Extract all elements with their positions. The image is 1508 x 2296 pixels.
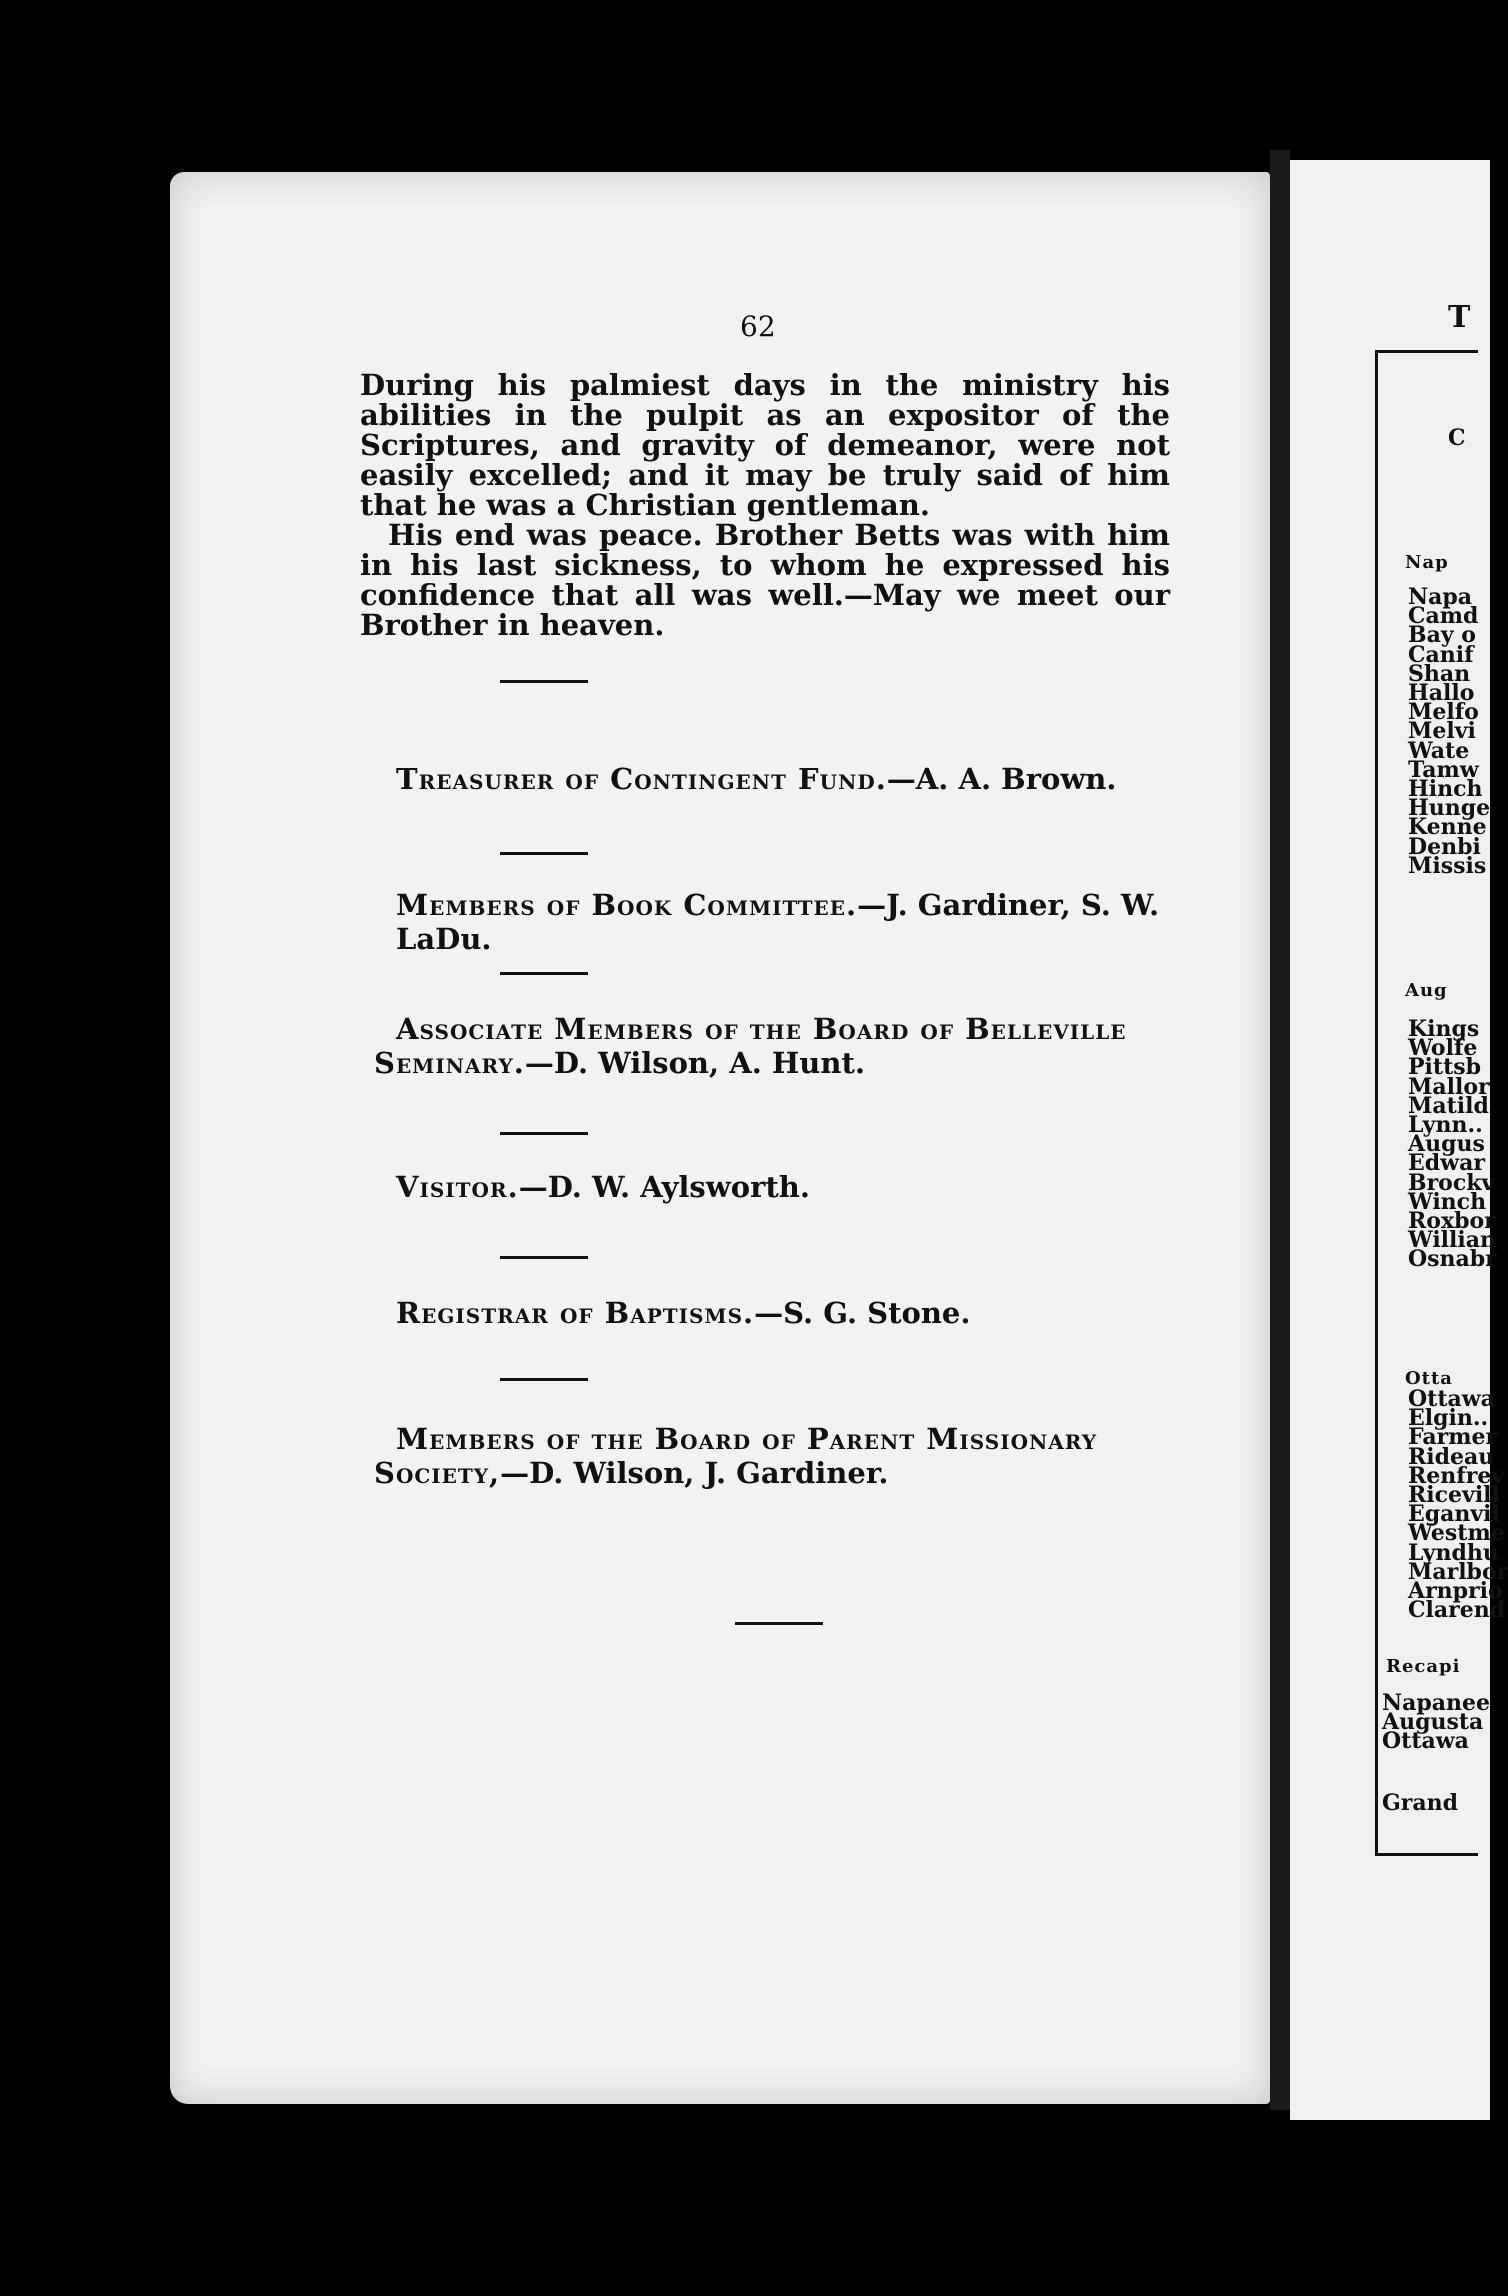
entry-names: —D. Wilson, A. Hunt. (524, 1046, 865, 1080)
right-page-item: Pittsb (1408, 1054, 1481, 1081)
right-page-item: Kenne (1408, 814, 1487, 841)
right-page-item: Denbi (1408, 833, 1481, 860)
right-page-item: Bay o (1408, 622, 1476, 649)
entry-registrar (396, 1296, 1196, 1330)
right-page-item: Matild (1408, 1092, 1489, 1119)
right-page-item: Shan (1408, 660, 1471, 687)
entry-names: —J. Gardiner, S. W. LaDu. (396, 888, 1160, 956)
divider (500, 1378, 588, 1381)
entry-heading: Treasurer of Contingent Fund. (396, 762, 887, 796)
right-page-item: Ottawa (1408, 1386, 1495, 1412)
right-page-item: Roxbor (1408, 1208, 1496, 1234)
right-page-item: Ricevill (1408, 1482, 1500, 1508)
page-number: 62 (740, 310, 776, 343)
divider (500, 852, 588, 855)
right-page-item: Augus (1408, 1131, 1485, 1158)
right-page-item: Eganvil (1408, 1501, 1500, 1528)
right-page-item: Hunge (1408, 795, 1491, 822)
right-page-item: Westme (1408, 1520, 1505, 1547)
right-page-heading: Otta (1405, 1368, 1453, 1389)
entry-visitor (396, 1170, 1196, 1204)
right-page-item: Melvi (1408, 718, 1476, 745)
entry-names: —D. W. Aylsworth. (518, 1170, 810, 1204)
right-page-heading: Aug (1405, 980, 1448, 1001)
right-page-item: Napa (1408, 584, 1473, 610)
right-page-item: Edwar (1408, 1150, 1485, 1177)
right-page-item: Wate (1408, 737, 1470, 764)
right-page-item: Arnprio (1408, 1578, 1503, 1604)
entry-heading: Associate Members of the Board of Belleville Seminary. (374, 1012, 1127, 1080)
paragraph-2: His end was peace. Brother Betts was with him in his last sickness, to whom he expressed his confidence that all was well.—May we meet our Brother in heaven. (360, 518, 1170, 642)
divider (500, 1132, 588, 1135)
right-page-item: Grand (1382, 1790, 1459, 1816)
right-page-letter: T (1448, 300, 1471, 335)
entry-heading: Members of Book Committee. (396, 888, 858, 922)
right-page-item: Osnabr (1408, 1246, 1497, 1273)
right-page-item: Augusta (1382, 1709, 1484, 1736)
divider (500, 1256, 588, 1259)
entry-heading: Visitor. (396, 1170, 519, 1204)
right-page-heading: Recapi (1386, 1656, 1461, 1677)
right-page-item: Napanee (1382, 1690, 1490, 1716)
right-page-item: Lyndhu (1408, 1539, 1499, 1566)
left-page (170, 172, 1270, 2104)
right-page-item: Melfo (1408, 699, 1479, 726)
right-page-col-letter: C (1448, 425, 1466, 451)
right-page-item: Missis (1408, 852, 1487, 879)
right-page-item: Mallor (1408, 1073, 1490, 1100)
right-page-item: Ottawa (1382, 1728, 1469, 1755)
right-page-item: Hinch (1408, 776, 1483, 802)
right-page-item: Tamw (1408, 756, 1479, 783)
right-page-heading: Nap (1405, 552, 1449, 573)
obituary-text (360, 370, 1170, 640)
right-page-item: Rideau (1408, 1443, 1495, 1470)
right-page-item: Renfrev (1408, 1462, 1505, 1489)
entry-names: —D. Wilson, J. Gardiner. (500, 1456, 889, 1490)
right-page-item: Wolfe (1408, 1035, 1478, 1062)
right-page-item: Marlbor (1408, 1558, 1508, 1585)
right-page-item: Winch (1408, 1188, 1487, 1215)
right-page-item: Kings (1408, 1016, 1480, 1042)
right-page-item: Elgin.. (1408, 1405, 1489, 1432)
divider (735, 1622, 823, 1625)
right-page-item: Lynn.. (1408, 1112, 1483, 1138)
entry-names: —S. G. Stone. (754, 1296, 971, 1330)
entry-book-committee (396, 888, 1216, 956)
right-page-item: Camd (1408, 603, 1479, 630)
entry-heading: Registrar of Baptisms. (396, 1296, 755, 1330)
entry-heading: Members of the Board of Parent Missionary Society, (374, 1422, 1098, 1490)
right-page-item: Willian (1408, 1227, 1496, 1254)
right-page-item: Clarend (1408, 1597, 1506, 1624)
book-spine (1270, 150, 1290, 2110)
right-page-item: Farmer (1408, 1424, 1498, 1451)
right-page-item: Brockv (1408, 1169, 1495, 1196)
paragraph-1: During his palmiest days in the ministry his abilities in the pulpit as an expositor of the Scriptures, and gravity of demeanor, were not easily excelled; and it may be truly said of him that he was a Christian gentleman. (360, 368, 1170, 522)
entry-names: —A. A. Brown. (886, 762, 1117, 796)
entry-missionary-society (374, 1422, 1204, 1490)
entry-treasurer (396, 762, 1196, 796)
right-page-item: Canif (1408, 641, 1474, 668)
divider (500, 972, 588, 975)
divider (500, 680, 588, 683)
right-page-item: Hallo (1408, 680, 1475, 706)
entry-seminary (374, 1012, 1204, 1080)
